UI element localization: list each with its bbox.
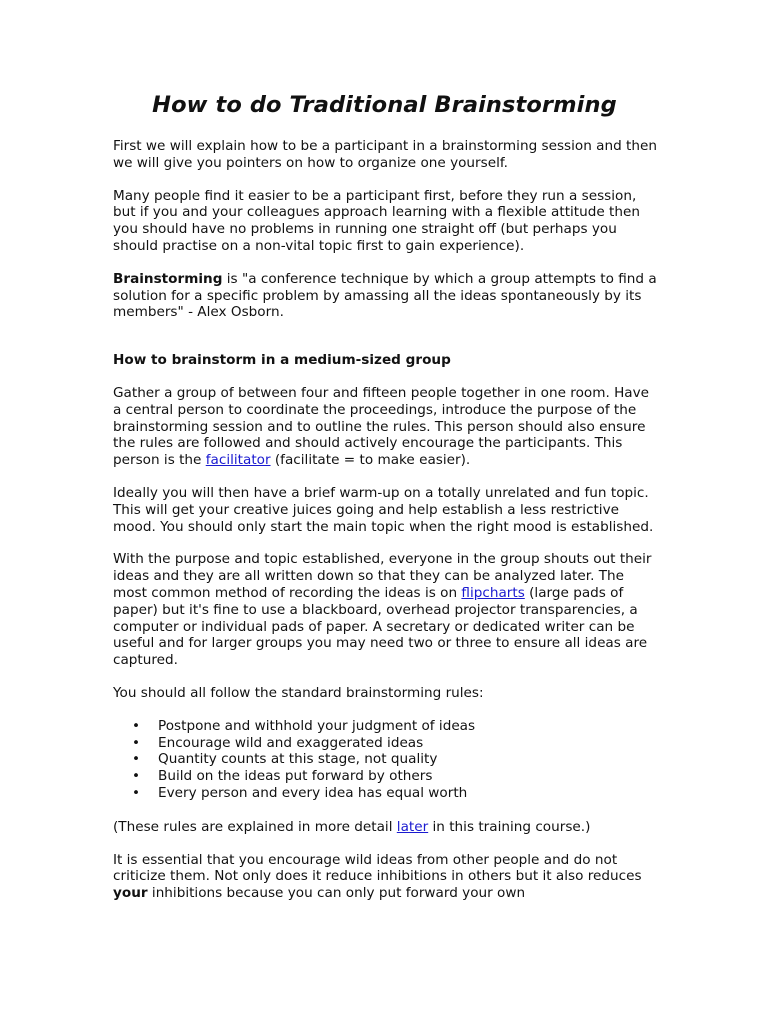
bullet-icon: •	[132, 751, 141, 768]
document-title: How to do Traditional Brainstorming	[152, 92, 617, 118]
rule-text: Build on the ideas put forward by others	[158, 768, 433, 785]
flipcharts-link[interactable]: flipcharts	[461, 584, 525, 601]
essential-text-before: It is essential that you encourage wild ideas from other people and do not criticize them. Not only does it reduce inhibitions in others but it also reduces	[113, 851, 642, 885]
gather-text-before: Gather a group of between four and fifteen people together in one room. Have a central person to coordinate the proceedings, introduce the purpose of the brainstorming session and to outline the rules. This person should also ensure the rules are followed and should actively encourage the participants. This person is the	[113, 384, 650, 469]
rule-text: Every person and every idea has equal worth	[158, 784, 468, 801]
rules-intro-paragraph: You should all follow the standard brainstorming rules:	[113, 684, 484, 701]
gather-text-after: (facilitate = to make easier).	[270, 452, 471, 469]
list-item	[113, 718, 658, 735]
rule-text: Quantity counts at this stage, not quality	[158, 751, 438, 768]
list-item	[113, 735, 658, 752]
definition-paragraph	[113, 271, 658, 321]
purpose-text-after: (large pads of paper) but it's fine to use a blackboard, overhead projector transparencies, a computer or individual pads of paper. A secretary or dedicated writer can be useful and for larger groups you may need two or three to ensure all ideas are captured.	[113, 584, 648, 669]
essential-text-after: inhibitions because you can only put forward your own	[147, 885, 526, 902]
bullet-icon: •	[132, 768, 141, 785]
list-item	[113, 768, 658, 785]
rule-text: Encourage wild and exaggerated ideas	[158, 734, 424, 751]
rule-text: Postpone and withhold your judgment of ideas	[158, 717, 476, 734]
section-heading: How to brainstorm in a medium-sized group	[113, 352, 451, 369]
warmup-paragraph: Ideally you will then have a brief warm-up on a totally unrelated and fun topic. This will get your creative juices going and help establish a less restrictive mood. You should only start the main topic when the right mood is established.	[113, 484, 654, 535]
definition-term: Brainstorming	[113, 270, 223, 287]
intro-paragraph: First we will explain how to be a participant in a brainstorming session and then we will give you pointers on how to organize one yourself.	[113, 138, 657, 171]
participant-paragraph: Many people find it easier to be a participant first, before they run a session, but if you and your colleagues approach learning with a flexible attitude then you should have no problems in running one straight off (but perhaps you should practise on a non-vital topic first to gain experience).	[113, 187, 640, 254]
purpose-paragraph	[113, 551, 658, 669]
rules-list	[113, 718, 658, 802]
purpose-text-before: With the purpose and topic established, everyone in the group shouts out their ideas and they are all written down so that they can be analyzed later. The most common method of recording the ideas is on	[113, 551, 652, 601]
later-link[interactable]: later	[396, 818, 429, 835]
rules-note-before: (These rules are explained in more detail	[113, 818, 397, 835]
definition-text: is "a conference technique by which a group attempts to find a solution for a specific problem by amassing all the ideas spontaneously by its members" - Alex Osborn.	[113, 270, 657, 321]
rules-note-paragraph	[113, 819, 658, 836]
rules-note-after: in this training course.)	[428, 818, 591, 835]
gather-paragraph	[113, 385, 658, 469]
facilitator-link[interactable]: facilitator	[205, 452, 271, 469]
list-item	[113, 751, 658, 768]
document-page	[113, 90, 658, 918]
bullet-icon: •	[132, 734, 141, 751]
essential-paragraph	[113, 852, 658, 902]
bullet-icon: •	[132, 784, 141, 801]
essential-bold-word: your	[113, 885, 148, 902]
bullet-icon: •	[132, 717, 141, 734]
list-item	[113, 785, 658, 802]
